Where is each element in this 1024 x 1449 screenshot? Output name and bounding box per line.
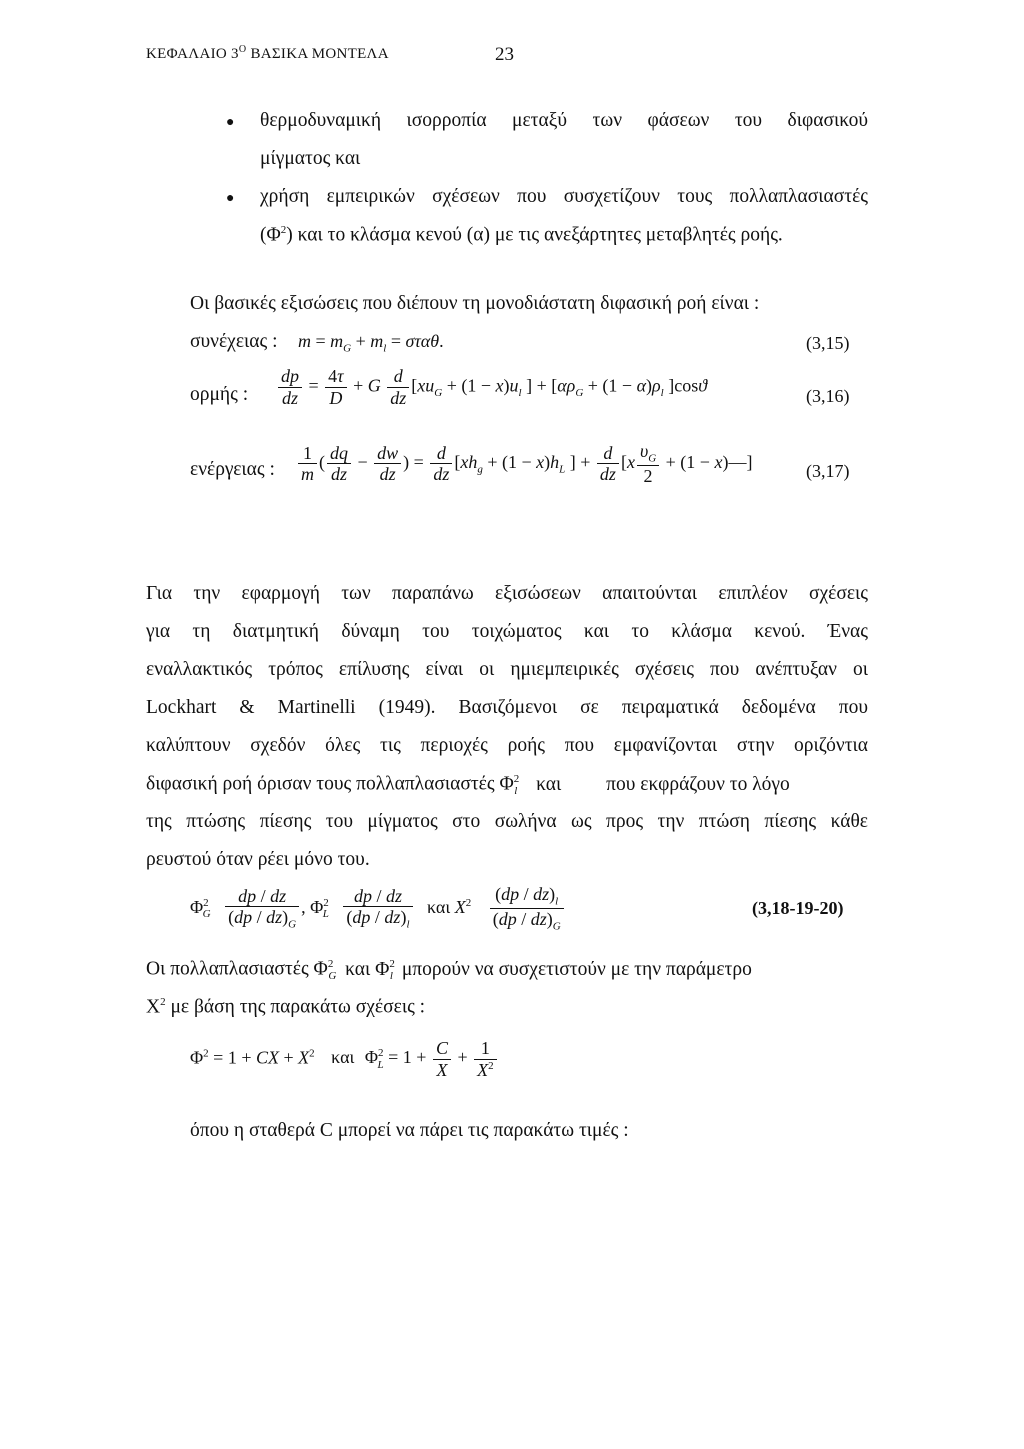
multiplier-text-line-2: $X^2$ με βάση της παρακάτω σχέσεις : (146, 996, 426, 1018)
energy-equation: $\frac{1}{m}$ ( $\frac{dq}{dz}$ − $\frac{dw}{dz}$ ) = $\frac{d}{dz}$ [$xh_g + (1 - x)h_L$ ] + $\frac{d}{dz}$ [x $\frac{\upsilon_G}{2}$ + (1 − x)—] (296, 441, 752, 487)
paragraph-line-2: για τη διατμητική δύναμη του τοιχώματος και το κλάσμα κενού. Ένας (146, 621, 868, 642)
ratio-equations: $\Phi^2_G$ $\frac{dp / dz}{(dp / dz)_G}$ , $\Phi^2_L$ $\frac{dp / dz}{(dp / dz)_l}$ και $X^2$ $\frac{(dp / dz)_l}{(dp / dz)_G}$ (190, 884, 566, 933)
bullet-2-line-2: $(\Phi^2)$ και το κλάσμα κενού (α) με τις ανεξάρτητες μεταβλητές ροής. (260, 224, 783, 246)
chapter-title: ΒΑΣΙΚΑ ΜΟΝΤΕΛΑ (250, 46, 389, 62)
chapter-prefix: ΚΕΦΑΛΑΙΟ 3 (146, 46, 239, 62)
paragraph-line-7: της πτώσης πίεσης του μίγματος στο σωλήνα ως προς την πτώση πίεσης κάθε (146, 811, 868, 832)
bullet-dot: ● (226, 115, 235, 130)
bullet-1-line-1: θερμοδυναμική ισορροπία μεταξύ των φάσεων του διφασικού (260, 110, 868, 131)
paragraph-line-4: Lockhart & Martinelli (1949). Βασιζόμενοι σε πειραματικά δεδομένα που (146, 697, 868, 718)
paragraph-line-8: ρευστού όταν ρέει μόνο του. (146, 849, 370, 870)
bullet-1-line-2: μίγματος και (260, 148, 361, 169)
paragraph-line-6: διφασική ροή όρισαν τους πολλαπλασιαστές $\Phi^2_l$ και που εκφράζουν το λόγο (146, 773, 790, 798)
paragraph-line-1: Για την εφαρμογή των παραπάνω εξισώσεων απαιτούνται επιπλέον σχέσεις (146, 583, 868, 604)
bullet-2-line-1: χρήση εμπειρικών σχέσεων που συσχετίζουν τους πολλαπλασιαστές (260, 186, 868, 207)
paragraph-line-5: καλύπτουν σχεδόν όλες τις περιοχές ροής που εμφανίζονται στην οριζόντια (146, 735, 868, 756)
equation-number-3-15: (3,15) (806, 333, 850, 353)
energy-label: ενέργειας : (190, 459, 275, 480)
continuity-label: συνέχειας : (190, 331, 278, 352)
momentum-equation: $\frac{dp}{dz}$ = $\frac{4\tau}{D}$ + G $\frac{d}{dz}$ [$xu_G + (1 - x)u_l$ ] + [$\alpha\rho_G + (1 - \alpha)\rho_l$ ]cosϑ (276, 366, 707, 408)
momentum-label: ορμής : (190, 384, 249, 405)
intro-text: Οι βασικές εξισώσεις που διέπουν τη μονοδιάστατη διφασική ροή είναι : (190, 293, 760, 314)
lm-correlation-equation: $\Phi^2 = 1$ + CX + $X^2$ και $\Phi^2_L = 1$ + $\frac{C}{X}$ + $\frac{1}{X^2}$ (190, 1038, 499, 1080)
chapter-sup: Ο (238, 44, 247, 55)
page-number: 23 (495, 44, 514, 65)
closing-text: όπου η σταθερά C μπορεί να πάρει τις παρακάτω τιμές : (190, 1120, 629, 1141)
running-header (146, 44, 389, 63)
equation-number-3-18-19-20: (3,18-19-20) (752, 898, 844, 918)
equation-number-3-17: (3,17) (806, 461, 850, 481)
multiplier-text-line-1: Οι πολλαπλασιαστές $\Phi^2_G$ και $\Phi^2_l$ μπορούν να συσχετιστούν με την παράμετρο (146, 958, 752, 983)
equation-number-3-16: (3,16) (806, 386, 850, 406)
continuity-equation: $m = m_G + m_l = \sigma\tau\alpha\theta$. (298, 331, 444, 355)
bullet-dot: ● (226, 191, 235, 206)
paragraph-line-3: εναλλακτικός τρόπος επίλυσης είναι οι ημιεμπειρικές σχέσεις που ανέπτυξαν οι (146, 659, 868, 680)
